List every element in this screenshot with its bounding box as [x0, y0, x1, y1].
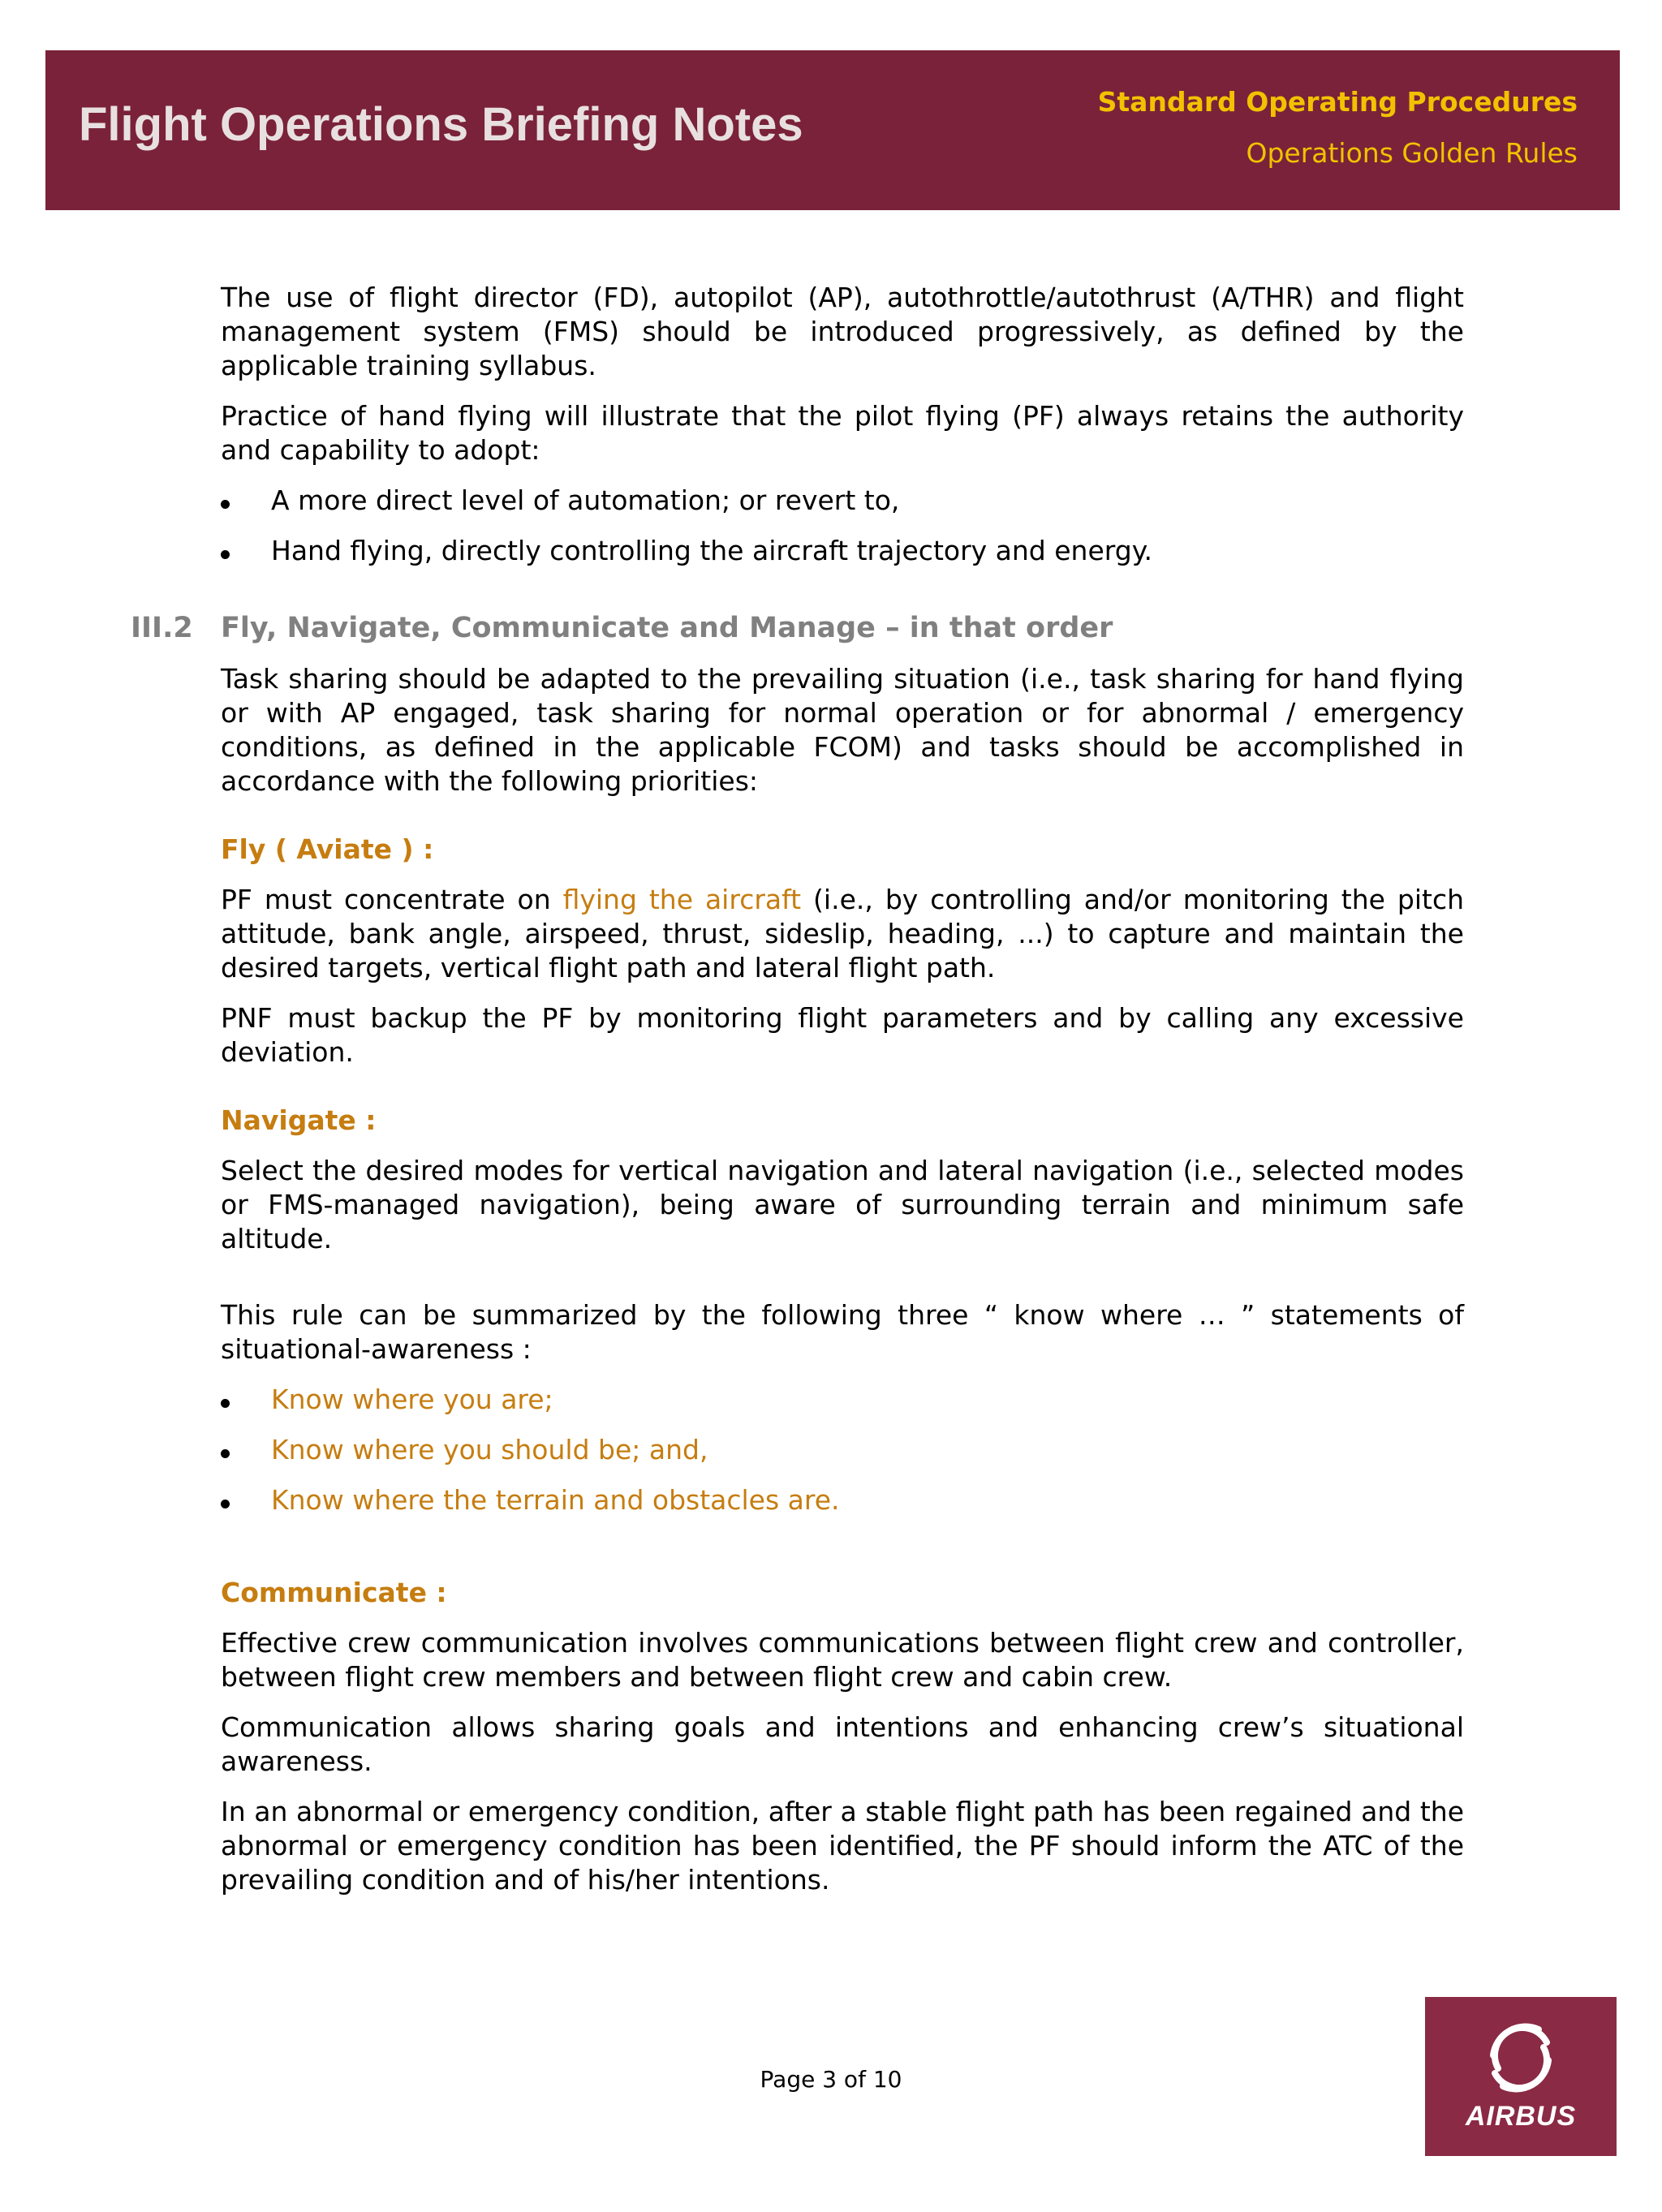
- bullet-list: [221, 1383, 1464, 1517]
- paragraph: The use of flight director (FD), autopilot (AP), autothrottle/autothrust (A/THR) and flight management system (FMS) should be introduced progressively, as defined by the applicable training syllabus.: [221, 282, 1464, 381]
- header-subcategory: Operations Golden Rules: [1246, 137, 1578, 169]
- communicate-heading: Communicate :: [221, 1577, 447, 1608]
- page-content: [131, 281, 1465, 1913]
- logo-text: AIRBUS: [1465, 2101, 1577, 2132]
- bullet-icon: [221, 1449, 230, 1458]
- navigate-heading: Navigate :: [221, 1104, 377, 1136]
- text-run: PF must concentrate on: [221, 884, 563, 915]
- bullet-icon: [221, 550, 230, 559]
- bullet-icon: [221, 1500, 230, 1508]
- list-item-text: Know where the terrain and obstacles are.: [271, 1484, 840, 1516]
- paragraph: PNF must backup the PF by monitoring flight parameters and by calling any excessive deviation.: [221, 1002, 1464, 1068]
- document-title: Flight Operations Briefing Notes: [79, 98, 803, 151]
- paragraph: [221, 883, 1464, 985]
- list-item: [221, 534, 1464, 568]
- paragraph: This rule can be summarized by the following three “ know where … ” statements of situational-awareness :: [221, 1299, 1464, 1365]
- list-item: [221, 1433, 1464, 1467]
- list-item-text: Know where you should be; and,: [271, 1434, 708, 1465]
- paragraph: Task sharing should be adapted to the prevailing situation (i.e., task sharing for hand flying or with AP engaged, task sharing for normal operation or for abnormal / emergency conditions, as defined in the applicable FCOM) and tasks should be accomplished in accordance with the following priorities:: [221, 663, 1464, 797]
- page-number: Page 3 of 10: [760, 2066, 902, 2093]
- paragraph: Practice of hand flying will illustrate that the pilot flying (PF) always retains the authority and capability to adopt:: [221, 400, 1464, 466]
- bullet-icon: [221, 500, 230, 509]
- paragraph: Communication allows sharing goals and intentions and enhancing crew’s situational awareness.: [221, 1711, 1464, 1777]
- list-item-text: Know where you are;: [271, 1384, 553, 1415]
- header-banner: [45, 50, 1620, 210]
- list-item: [221, 1483, 1464, 1517]
- header-category: Standard Operating Procedures: [1097, 86, 1578, 118]
- airbus-logo: [1425, 1997, 1617, 2156]
- paragraph: Select the desired modes for vertical navigation and lateral navigation (i.e., selected modes or FMS-managed navigation), being aware of surrounding terrain and minimum safe altitude.: [221, 1155, 1464, 1254]
- section-title: Fly, Navigate, Communicate and Manage – in that order: [221, 612, 1113, 644]
- list-item-text: Hand flying, directly controlling the aircraft trajectory and energy.: [271, 535, 1153, 566]
- fly-heading: Fly ( Aviate ) :: [221, 833, 434, 865]
- paragraph: In an abnormal or emergency condition, after a stable flight path has been regained and the abnormal or emergency condition has been identified, the PF should inform the ATC of the prevailing condition and of his/her intentions.: [221, 1796, 1464, 1896]
- highlighted-text: flying the aircraft: [562, 884, 802, 915]
- list-item: [221, 1383, 1464, 1417]
- list-item-text: A more direct level of automation; or revert to,: [271, 484, 900, 516]
- section-number: III.2: [131, 612, 193, 644]
- list-item: [221, 484, 1464, 518]
- paragraph: Effective crew communication involves communications between flight crew and controller, between flight crew members and between flight crew and cabin crew.: [221, 1627, 1464, 1693]
- section-heading: [131, 610, 1464, 646]
- bullet-list: [221, 484, 1464, 568]
- bullet-icon: [221, 1399, 230, 1408]
- text-run: (i.e., by controlling and/or monitoring the pitch attitude, bank angle, airspeed, thrust, sideslip, heading, ...) to capture and maintain the desired targets, vertical flight path and lateral flight path.: [221, 884, 1465, 983]
